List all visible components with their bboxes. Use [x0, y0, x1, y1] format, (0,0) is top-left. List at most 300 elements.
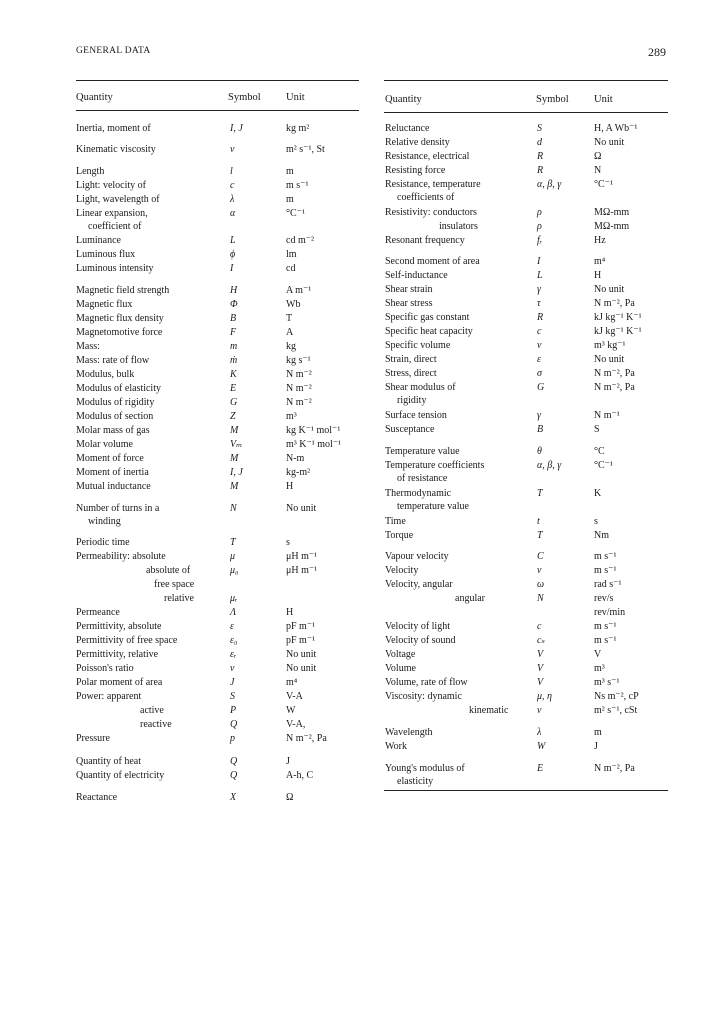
right-table-quantity: Viscosity: dynamic	[385, 691, 462, 702]
right-table-row	[385, 312, 684, 323]
left-table-quantity: Kinematic viscosity	[76, 144, 156, 155]
left-table-symbol: F	[230, 327, 237, 338]
left-table-unit: m³ K⁻¹ mol⁻¹	[286, 439, 342, 450]
right-table-unit: m	[594, 727, 602, 738]
right-symbol-header: Symbol	[536, 94, 569, 105]
left-table-unit: m	[286, 166, 294, 177]
left-table-quantity: Mass:	[76, 341, 100, 352]
right-table-unit: kJ kg⁻¹ K⁻¹	[594, 326, 642, 337]
right-table-quantity: Shear strain	[385, 284, 433, 295]
right-table-symbol: σ	[537, 368, 542, 379]
left-table-quantity: Pressure	[76, 733, 110, 744]
right-table-symbol: I	[537, 256, 541, 267]
left-table-symbol: Q	[230, 770, 238, 781]
left-table-quantity: Molar volume	[76, 439, 133, 450]
right-table-quantity: Voltage	[385, 649, 416, 660]
right-table-symbol: γ	[537, 284, 541, 295]
left-table-quantity: Luminance	[76, 235, 121, 246]
right-table-row	[385, 235, 684, 246]
right-table-row	[385, 151, 684, 162]
left-table-quantity: active	[140, 705, 164, 716]
left-table-unit: m² s⁻¹, St	[286, 144, 325, 155]
left-table-quantity: Magnetic field strength	[76, 285, 170, 296]
right-table-row	[385, 621, 684, 632]
left-table-unit: N m⁻²	[286, 397, 312, 408]
right-table-unit: Nm	[594, 530, 609, 541]
left-table-symbol: N	[230, 503, 237, 514]
left-table-row	[76, 503, 376, 514]
left-table-row	[76, 208, 376, 219]
left-table-quantity: Magnetomotive force	[76, 327, 163, 338]
right-table-symbol: R	[537, 151, 544, 162]
left-table-row	[76, 756, 376, 767]
left-table-quantity: Modulus of elasticity	[76, 383, 161, 394]
right-table-quantity: Specific volume	[385, 340, 451, 351]
left-table-row	[76, 263, 376, 274]
page-number: 289	[648, 45, 666, 59]
left-table-unit: kg K⁻¹ mol⁻¹	[286, 425, 341, 436]
left-table-row	[76, 285, 376, 296]
left-table-unit: kg s⁻¹	[286, 355, 311, 366]
right-table-symbol: C	[537, 551, 544, 562]
left-table-row	[76, 327, 376, 338]
right-table-row	[385, 488, 684, 499]
left-table-row	[76, 565, 376, 576]
left-table-symbol: μ₀	[230, 565, 239, 576]
right-table-row	[385, 256, 684, 267]
left-table-unit: m	[286, 194, 294, 205]
left-table-row	[76, 467, 376, 478]
right-table-unit: m³	[594, 663, 605, 674]
left-table-quantity: Periodic time	[76, 537, 130, 548]
right-table-quantity: Shear stress	[385, 298, 433, 309]
right-table-quantity-continuation: of resistance	[397, 473, 448, 484]
left-table-unit: V-A,	[286, 719, 306, 730]
left-table-symbol: μᵣ	[230, 593, 238, 604]
right-table-row	[385, 284, 684, 295]
right-table-symbol: ν	[537, 705, 542, 716]
left-table-symbol: c	[230, 180, 235, 191]
right-table-quantity: Resonant frequency	[385, 235, 465, 246]
left-table-row	[76, 677, 376, 688]
left-table-row	[76, 792, 376, 803]
left-table-symbol: Q	[230, 756, 238, 767]
left-table-symbol: E	[230, 383, 237, 394]
right-table-unit: rev/min	[594, 607, 626, 618]
left-table-symbol: ε	[230, 621, 234, 632]
right-table-row	[385, 579, 684, 590]
right-table-symbol: θ	[537, 446, 542, 457]
left-table-row	[76, 719, 376, 730]
right-table-unit: kJ kg⁻¹ K⁻¹	[594, 312, 642, 323]
right-table-row	[385, 593, 684, 604]
right-table-unit: N m⁻², Pa	[594, 298, 635, 309]
right-table-row	[385, 551, 684, 562]
left-table-row	[76, 770, 376, 781]
left-table-unit: kg	[286, 341, 296, 352]
left-table-symbol: M	[230, 453, 239, 464]
right-table-header-rule	[384, 112, 668, 113]
left-unit-header: Unit	[286, 92, 305, 103]
left-table-row	[76, 383, 376, 394]
right-table-symbol: V	[537, 677, 544, 688]
right-table-row	[385, 460, 684, 471]
left-table-row	[76, 397, 376, 408]
right-table-symbol: λ	[537, 727, 542, 738]
right-table-quantity: Self-inductance	[385, 270, 448, 281]
right-table-quantity: Vapour velocity	[385, 551, 449, 562]
left-table-unit: A-h, C	[286, 770, 314, 781]
right-table-row	[385, 649, 684, 660]
left-table-unit: cd	[286, 263, 296, 274]
left-table-unit: J	[286, 756, 290, 767]
right-table-row	[385, 123, 684, 134]
right-table-quantity: Temperature coefficients	[385, 460, 485, 471]
left-table-quantity: Moment of inertia	[76, 467, 149, 478]
left-table-header-rule	[76, 110, 359, 111]
left-table-row	[76, 235, 376, 246]
right-table-quantity: Relative density	[385, 137, 450, 148]
right-table-quantity: Torque	[385, 530, 414, 541]
left-table-quantity: Mutual inductance	[76, 481, 151, 492]
left-table-quantity: Luminous intensity	[76, 263, 154, 274]
left-table-unit: Wb	[286, 299, 301, 310]
right-table-quantity: kinematic	[469, 705, 509, 716]
right-table-quantity: Work	[385, 741, 407, 752]
left-table-row	[76, 299, 376, 310]
left-table-unit: A m⁻¹	[286, 285, 312, 296]
right-table-unit: °C	[594, 446, 605, 457]
right-table-unit: H, A Wb⁻¹	[594, 123, 638, 134]
right-table-unit: °C⁻¹	[594, 179, 613, 190]
right-table-quantity: Second moment of area	[385, 256, 480, 267]
left-table-row	[76, 425, 376, 436]
left-table-quantity: Permittivity, absolute	[76, 621, 162, 632]
left-table-symbol: λ	[230, 194, 235, 205]
left-table-unit: °C⁻¹	[286, 208, 305, 219]
left-table-symbol: I	[230, 263, 234, 274]
left-table-unit: N m⁻²	[286, 369, 312, 380]
left-table-row	[76, 551, 376, 562]
right-table-unit: No unit	[594, 137, 625, 148]
right-table-row	[385, 354, 684, 365]
left-table-unit: N m⁻², Pa	[286, 733, 327, 744]
right-table-quantity: Thermodynamic	[385, 488, 452, 499]
left-table-symbol: Vₘ	[230, 439, 243, 450]
left-table-unit: W	[286, 705, 296, 716]
left-table-quantity: Quantity of heat	[76, 756, 141, 767]
right-table-symbol: T	[537, 488, 543, 499]
left-table-symbol: α	[230, 208, 236, 219]
left-table-row	[76, 453, 376, 464]
right-table-symbol: S	[537, 123, 542, 134]
right-table-row	[385, 741, 684, 752]
left-table-quantity: Linear expansion,	[76, 208, 148, 219]
left-table-quantity: Permeability: absolute	[76, 551, 166, 562]
right-table-quantity-continuation: temperature value	[397, 501, 469, 512]
right-table-quantity: Velocity	[385, 565, 419, 576]
left-table-quantity: Luminous flux	[76, 249, 136, 260]
left-table-symbol: m	[230, 341, 238, 352]
right-table-row	[385, 607, 684, 618]
left-table-symbol: Z	[230, 411, 236, 422]
right-table-symbol: c	[537, 621, 542, 632]
right-table-symbol: G	[537, 382, 545, 393]
right-table-symbol: V	[537, 649, 544, 660]
right-table-quantity: Volume, rate of flow	[385, 677, 468, 688]
left-table-symbol: G	[230, 397, 238, 408]
right-table-row	[385, 424, 684, 435]
left-table-symbol: K	[230, 369, 237, 380]
left-table-symbol: I, J	[230, 123, 243, 134]
left-table-row	[76, 369, 376, 380]
right-table-symbol: fᵣ	[537, 235, 543, 246]
left-table-row	[76, 621, 376, 632]
left-table-quantity: Moment of force	[76, 453, 144, 464]
right-table-row	[385, 340, 684, 351]
left-table-unit: μH m⁻¹	[286, 551, 318, 562]
right-table-unit: MΩ-mm	[594, 207, 630, 218]
left-table-unit: No unit	[286, 503, 317, 514]
left-table-unit: pF m⁻¹	[286, 635, 316, 646]
left-symbol-header: Symbol	[228, 92, 261, 103]
left-table-quantity: reactive	[140, 719, 172, 730]
right-table-row	[385, 270, 684, 281]
left-table-row	[76, 635, 376, 646]
left-table-row	[76, 579, 376, 590]
left-table-unit: No unit	[286, 663, 317, 674]
right-table-unit: m s⁻¹	[594, 635, 617, 646]
right-table-quantity: Susceptance	[385, 424, 435, 435]
left-table-symbol: S	[230, 691, 235, 702]
left-table-unit: A	[286, 327, 294, 338]
right-table-unit: N	[594, 165, 602, 176]
left-table-symbol: T	[230, 537, 236, 548]
left-table-row	[76, 180, 376, 191]
right-table-top-rule	[384, 80, 668, 81]
left-table-symbol: P	[230, 705, 237, 716]
right-table-quantity: insulators	[439, 221, 478, 232]
right-table-symbol: d	[537, 137, 542, 148]
right-table-symbol: ε	[537, 354, 541, 365]
left-table-quantity: Polar moment of area	[76, 677, 163, 688]
right-table-quantity: Velocity, angular	[385, 579, 453, 590]
right-table-row	[385, 705, 684, 716]
right-table-symbol: v	[537, 340, 542, 351]
right-unit-header: Unit	[594, 94, 613, 105]
right-table-symbol: v	[537, 565, 542, 576]
right-table-symbol: ω	[537, 579, 545, 590]
left-table-unit: kg-m²	[286, 467, 311, 478]
left-table-row	[76, 341, 376, 352]
left-table-unit: No unit	[286, 649, 317, 660]
left-table-row	[76, 411, 376, 422]
left-table-unit: H	[286, 607, 294, 618]
right-table-unit: N m⁻², Pa	[594, 382, 635, 393]
right-table-row	[385, 446, 684, 457]
running-header-title: GENERAL DATA	[76, 46, 151, 56]
left-table-symbol: Λ	[230, 607, 237, 618]
left-table-unit: lm	[286, 249, 297, 260]
left-table-unit: cd m⁻²	[286, 235, 314, 246]
right-table-quantity: Velocity of light	[385, 621, 450, 632]
left-table-quantity: Modulus of section	[76, 411, 154, 422]
right-table-unit: V	[594, 649, 602, 660]
left-table-unit: Ω	[286, 792, 294, 803]
left-table-quantity-continuation: coefficient of	[88, 221, 142, 232]
left-table-symbol: ν	[230, 144, 235, 155]
right-table-symbol: c	[537, 326, 542, 337]
left-table-symbol: I, J	[230, 467, 243, 478]
left-table-row	[76, 123, 376, 134]
right-table-unit: No unit	[594, 284, 625, 295]
right-table-row	[385, 691, 684, 702]
left-table-symbol: l	[230, 166, 233, 177]
right-table-quantity: angular	[455, 593, 485, 604]
left-table-symbol: ν	[230, 663, 235, 674]
right-table-quantity: Stress, direct	[385, 368, 437, 379]
right-table-unit: m² s⁻¹, cSt	[594, 705, 638, 716]
left-table-quantity: Poisson's ratio	[76, 663, 134, 674]
left-table-unit: μH m⁻¹	[286, 565, 318, 576]
left-table-quantity: Light, wavelength of	[76, 194, 160, 205]
right-table-unit: N m⁻², Pa	[594, 763, 635, 774]
right-table-quantity-continuation: elasticity	[397, 776, 434, 787]
right-table-symbol: N	[537, 593, 544, 604]
left-table-row	[76, 249, 376, 260]
left-table-quantity: Inertia, moment of	[76, 123, 151, 134]
right-table-unit: Ns m⁻², cP	[594, 691, 639, 702]
right-table-row	[385, 137, 684, 148]
right-table-symbol: α, β, γ	[537, 179, 562, 190]
right-table-unit: m s⁻¹	[594, 621, 617, 632]
right-table-quantity: Resistance, electrical	[385, 151, 470, 162]
right-table-unit: rad s⁻¹	[594, 579, 622, 590]
right-table-unit: J	[594, 741, 598, 752]
right-table-quantity: Specific heat capacity	[385, 326, 473, 337]
right-table-symbol: ρ	[537, 221, 542, 232]
right-table-symbol: cₛ	[537, 635, 545, 646]
right-quantity-header: Quantity	[385, 94, 422, 105]
right-table-quantity: Resisting force	[385, 165, 446, 176]
right-table-bottom-rule	[384, 790, 668, 791]
right-table-quantity: Velocity of sound	[385, 635, 456, 646]
right-table-row	[385, 298, 684, 309]
right-table-quantity: Time	[385, 516, 406, 527]
left-table-quantity: Quantity of electricity	[76, 770, 165, 781]
right-table-quantity: Temperature value	[385, 446, 460, 457]
left-table-row	[76, 593, 376, 604]
right-table-row	[385, 179, 684, 190]
left-table-symbol: μ	[230, 551, 236, 562]
right-table-row	[385, 410, 684, 421]
left-table-quantity: Modulus, bulk	[76, 369, 135, 380]
right-table-unit: K	[594, 488, 602, 499]
left-table-quantity: Magnetic flux density	[76, 313, 164, 324]
left-table-unit: m⁴	[286, 677, 298, 688]
right-table-row	[385, 663, 684, 674]
right-table-unit: m³ kg⁻¹	[594, 340, 626, 351]
left-table-row	[76, 144, 376, 155]
right-table-symbol: L	[537, 270, 543, 281]
right-table-symbol: R	[537, 312, 544, 323]
left-table-row	[76, 439, 376, 450]
right-table-unit: Ω	[594, 151, 602, 162]
left-table-row	[76, 166, 376, 177]
left-table-quantity: Mass: rate of flow	[76, 355, 150, 366]
left-table-unit: kg m²	[286, 123, 310, 134]
left-table-quantity: free space	[154, 579, 195, 590]
left-table-quantity: Modulus of rigidity	[76, 397, 155, 408]
left-table-symbol: εᵣ	[230, 649, 237, 660]
left-table-unit: N-m	[286, 453, 305, 464]
right-table-unit: MΩ-mm	[594, 221, 630, 232]
left-table-row	[76, 481, 376, 492]
right-table-row	[385, 382, 684, 393]
right-table-row	[385, 516, 684, 527]
right-table-symbol: R	[537, 165, 544, 176]
left-table-symbol: M	[230, 481, 239, 492]
right-table-unit: N m⁻¹	[594, 410, 620, 421]
left-table-quantity: Molar mass of gas	[76, 425, 150, 436]
right-table-row	[385, 635, 684, 646]
right-table-quantity: Surface tension	[385, 410, 447, 421]
right-table-symbol: μ, η	[537, 691, 552, 702]
right-table-quantity: Strain, direct	[385, 354, 437, 365]
right-table-row	[385, 221, 684, 232]
right-table-row	[385, 165, 684, 176]
left-table-quantity: Permeance	[76, 607, 120, 618]
right-table-unit: m s⁻¹	[594, 565, 617, 576]
right-table-row	[385, 763, 684, 774]
left-table-unit: V-A	[286, 691, 303, 702]
left-table-quantity: Reactance	[76, 792, 118, 803]
left-table-unit: s	[286, 537, 290, 548]
left-table-quantity: Light: velocity of	[76, 180, 146, 191]
right-table-unit: s	[594, 516, 598, 527]
right-table-row	[385, 677, 684, 688]
left-table-symbol: ṁ	[230, 355, 238, 366]
left-table-unit: pF m⁻¹	[286, 621, 316, 632]
right-table-unit: N m⁻², Pa	[594, 368, 635, 379]
left-table-quantity: relative	[164, 593, 194, 604]
left-table-unit: T	[286, 313, 293, 324]
left-table-unit: m³	[286, 411, 297, 422]
left-table-row	[76, 537, 376, 548]
right-table-unit: Hz	[594, 235, 606, 246]
right-table-unit: °C⁻¹	[594, 460, 613, 471]
right-table-symbol: τ	[537, 298, 541, 309]
right-table-quantity-continuation: rigidity	[397, 395, 427, 406]
right-table-quantity: Resistivity: conductors	[385, 207, 477, 218]
right-table-symbol: T	[537, 530, 543, 541]
left-table-symbol: ϕ	[230, 249, 236, 260]
right-table-quantity: Reluctance	[385, 123, 430, 134]
left-table-quantity: Permittivity, relative	[76, 649, 159, 660]
right-table-symbol: α, β, γ	[537, 460, 562, 471]
right-table-unit: No unit	[594, 354, 625, 365]
left-table-top-rule	[76, 80, 359, 81]
right-table-row	[385, 368, 684, 379]
right-table-unit: H	[594, 270, 602, 281]
left-table-symbol: X	[230, 792, 237, 803]
left-table-row	[76, 691, 376, 702]
right-table-unit: m s⁻¹	[594, 551, 617, 562]
left-table-row	[76, 649, 376, 660]
left-table-unit: H	[286, 481, 294, 492]
left-table-symbol: p	[230, 733, 235, 744]
right-table-quantity: Volume	[385, 663, 416, 674]
